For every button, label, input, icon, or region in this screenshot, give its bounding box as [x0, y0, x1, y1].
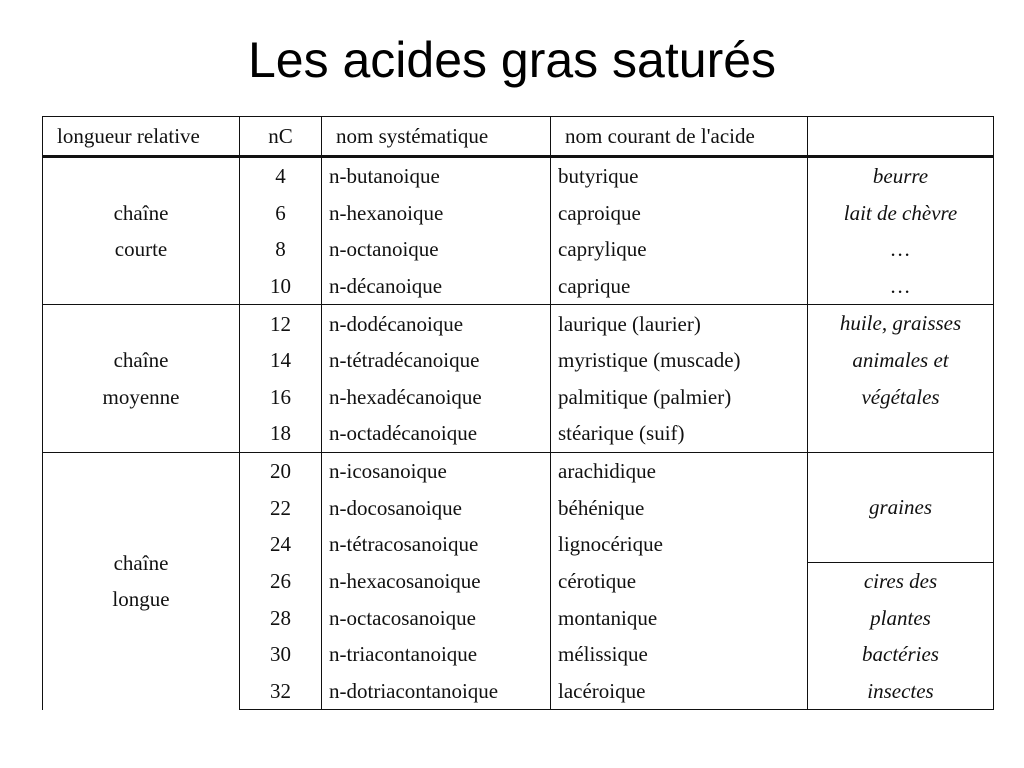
- length-label: moyenne: [102, 384, 180, 409]
- systematic-name-cell: n-dodécanoique: [322, 305, 551, 342]
- common-name-cell: myristique (muscade): [551, 342, 808, 379]
- source-label: beurre: [872, 164, 929, 188]
- common-name-cell: laurique (laurier): [551, 305, 808, 342]
- length-label: courte: [114, 237, 168, 262]
- source-cell-medium: [808, 305, 994, 452]
- common-name-cell: caproique: [551, 195, 808, 232]
- source-label: lait de chèvre: [843, 200, 958, 225]
- nc-cell: 28: [240, 599, 322, 636]
- common-name-cell: caprique: [551, 268, 808, 305]
- nc-cell: 14: [240, 342, 322, 379]
- nc-cell: 32: [240, 673, 322, 710]
- systematic-name-cell: n-hexacosanoique: [322, 563, 551, 600]
- common-name-cell: butyrique: [551, 157, 808, 195]
- systematic-name-cell: n-dotriacontanoique: [322, 673, 551, 710]
- systematic-name-cell: n-hexadécanoique: [322, 379, 551, 416]
- header-common-name: nom courant de l'acide: [551, 117, 808, 157]
- common-name-cell: arachidique: [551, 452, 808, 489]
- source-label: bactéries: [862, 642, 939, 667]
- common-name-cell: mélissique: [551, 636, 808, 673]
- systematic-name-cell: n-tétradécanoique: [322, 342, 551, 379]
- nc-cell: 22: [240, 489, 322, 526]
- length-cell-long: [43, 452, 240, 710]
- length-label: chaîne: [113, 200, 169, 225]
- source-label: insectes: [867, 678, 934, 703]
- systematic-name-cell: n-octanoique: [322, 231, 551, 268]
- nc-cell: 10: [240, 268, 322, 305]
- header-length: longueur relative: [43, 117, 240, 157]
- source-label: huile, graisses: [839, 311, 962, 336]
- header-source: [808, 117, 994, 157]
- common-name-cell: stéarique (suif): [551, 415, 808, 452]
- source-cell-short: [808, 157, 994, 305]
- fatty-acids-table: [42, 116, 994, 710]
- common-name-cell: béhénique: [551, 489, 808, 526]
- source-label: …: [891, 273, 910, 298]
- source-label: animales et: [852, 347, 949, 372]
- common-name-cell: caprylique: [551, 231, 808, 268]
- systematic-name-cell: n-décanoique: [322, 268, 551, 305]
- common-name-cell: cérotique: [551, 563, 808, 600]
- nc-cell: 30: [240, 636, 322, 673]
- common-name-cell: palmitique (palmier): [551, 379, 808, 416]
- table-row: [43, 157, 994, 195]
- source-label: plantes: [870, 605, 931, 630]
- table-header-row: [43, 117, 994, 157]
- common-name-cell: lignocérique: [551, 526, 808, 563]
- nc-cell: 24: [240, 526, 322, 563]
- source-label: …: [891, 237, 910, 262]
- systematic-name-cell: n-triacontanoique: [322, 636, 551, 673]
- page-title: Les acides gras saturés: [247, 32, 777, 88]
- common-name-cell: montanique: [551, 599, 808, 636]
- header-nc: nC: [240, 117, 322, 157]
- systematic-name-cell: n-icosanoique: [322, 452, 551, 489]
- nc-cell: 12: [240, 305, 322, 342]
- source-label: graines: [869, 495, 932, 520]
- nc-cell: 16: [240, 379, 322, 416]
- table-row: [43, 452, 994, 489]
- length-label: longue: [112, 587, 170, 612]
- common-name-cell: lacéroique: [551, 673, 808, 710]
- systematic-name-cell: n-tétracosanoique: [322, 526, 551, 563]
- length-cell-medium: [43, 305, 240, 452]
- nc-cell: 8: [240, 231, 322, 268]
- source-label: végétales: [861, 384, 940, 409]
- nc-cell: 6: [240, 195, 322, 232]
- source-label: cires des: [863, 569, 938, 594]
- nc-cell: 4: [240, 157, 322, 195]
- nc-cell: 18: [240, 415, 322, 452]
- length-label: chaîne: [113, 347, 169, 372]
- table-row: [43, 305, 994, 342]
- source-cell-waxes: [808, 563, 994, 710]
- length-label: chaîne: [113, 550, 169, 575]
- length-cell-short: [43, 157, 240, 305]
- systematic-name-cell: n-docosanoique: [322, 489, 551, 526]
- systematic-name-cell: n-octadécanoique: [322, 415, 551, 452]
- nc-cell: 20: [240, 452, 322, 489]
- source-cell-seeds: [808, 452, 994, 562]
- nc-cell: 26: [240, 563, 322, 600]
- header-systematic-name: nom systématique: [322, 117, 551, 157]
- systematic-name-cell: n-hexanoique: [322, 195, 551, 232]
- systematic-name-cell: n-octacosanoique: [322, 599, 551, 636]
- systematic-name-cell: n-butanoique: [322, 157, 551, 195]
